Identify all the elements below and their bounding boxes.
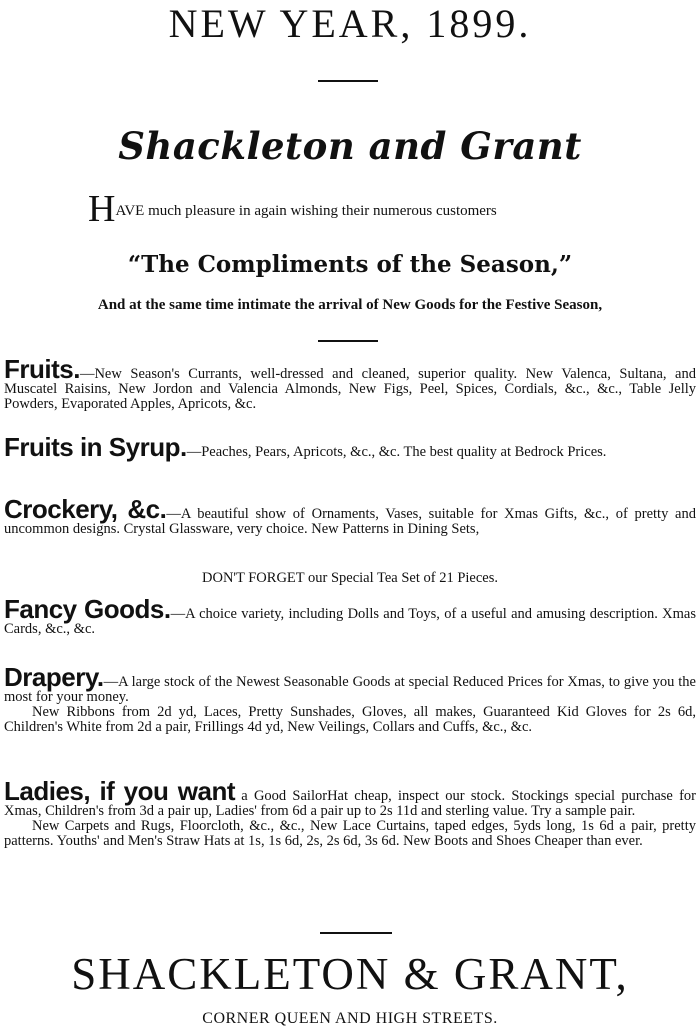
section-ladies xyxy=(4,776,697,849)
section-ladies-body-2: New Carpets and Rugs, Floorcloth, &c., &c., New Lace Curtains, taped edges, 5yds long, 1s 6d a pair, pretty patterns. Youths' and Men's Straw Hats at 1s, 1s 6d, 2s, 2s 6d, 3s 6d. New Boots and Shoes Cheaper than ever. xyxy=(4,818,696,849)
section-drapery xyxy=(4,662,696,735)
rule-middle xyxy=(318,340,378,342)
intimation-line: And at the same time intimate the arrival of New Goods for the Festive Season, xyxy=(97,297,603,313)
greeting-line xyxy=(88,188,688,230)
section-crockery-body: —A beautiful show of Ornaments, Vases, suitable for Xmas Gifts, &c., of pretty and uncommon designs. Crystal Glassware, very choice. New Patterns in Dining Sets, xyxy=(4,506,696,537)
section-fruits-heading: Fruits. xyxy=(4,354,80,384)
section-syrup-heading: Fruits in Syrup. xyxy=(4,432,187,462)
rule-top xyxy=(318,80,378,82)
section-drapery-body: —A large stock of the Newest Seasonable Goods at special Reduced Prices for Xmas, to give you the most for your money. xyxy=(4,674,696,705)
section-drapery-heading: Drapery. xyxy=(4,662,104,692)
greeting-text: AVE much pleasure in again wishing their numerous customers xyxy=(115,203,497,219)
section-syrup xyxy=(4,432,696,462)
masthead-title: NEW YEAR, 1899. xyxy=(168,1,532,46)
compliments-line: “The Compliments of the Season,” xyxy=(127,251,573,278)
section-syrup-body: —Peaches, Pears, Apricots, &c., &c. The best quality at Bedrock Prices. xyxy=(186,444,607,460)
section-ladies-heading: Ladies, if you want xyxy=(4,776,235,806)
section-fruits xyxy=(4,354,696,412)
section-fruits-body: —New Season's Currants, well-dressed and cleaned, superior quality. New Valenca, Sultana, and Muscatel Raisins, New Jordon and Valencia Almonds, New Figs, Peel, Spices, Cordials, &c., &c., Table Jelly Powders, Evaporated Apples, Apricots, &c. xyxy=(4,366,696,412)
section-ladies-body: a Good SailorHat cheap, inspect our stock. Stockings special purchase for Xmas, Children's from 3d a pair up, Ladies' from 6d a pair up to 2s 11d and sterling value. Try a sample pair. xyxy=(4,788,697,819)
section-fancy-goods xyxy=(4,594,696,637)
section-fancy-body: —A choice variety, including Dolls and Toys, of a useful and amusing description. Xmas Cards, &c., &c. xyxy=(4,606,696,637)
firm-name-heading: Shackleton and Grant xyxy=(118,124,582,168)
section-fancy-heading: Fancy Goods. xyxy=(4,594,171,624)
drop-cap: H xyxy=(88,188,116,230)
section-drapery-body-2: New Ribbons from 2d yd, Laces, Pretty Sunshades, Gloves, all makes, Guaranteed Kid Gloves for 2s 6d, Children's White from 2d a pair, Frillings 4d yd, New Veilings, Collars and Cuffs, &c., &c. xyxy=(4,704,696,735)
footer-address: CORNER QUEEN AND HIGH STREETS. xyxy=(202,1010,498,1027)
footer-firm-name: SHACKLETON & GRANT, xyxy=(71,949,629,999)
rule-bottom xyxy=(320,932,392,934)
section-crockery-heading: Crockery, &c. xyxy=(4,494,167,524)
section-crockery xyxy=(4,494,696,537)
tea-set-note: DON'T FORGET our Special Tea Set of 21 Pieces. xyxy=(202,570,498,586)
